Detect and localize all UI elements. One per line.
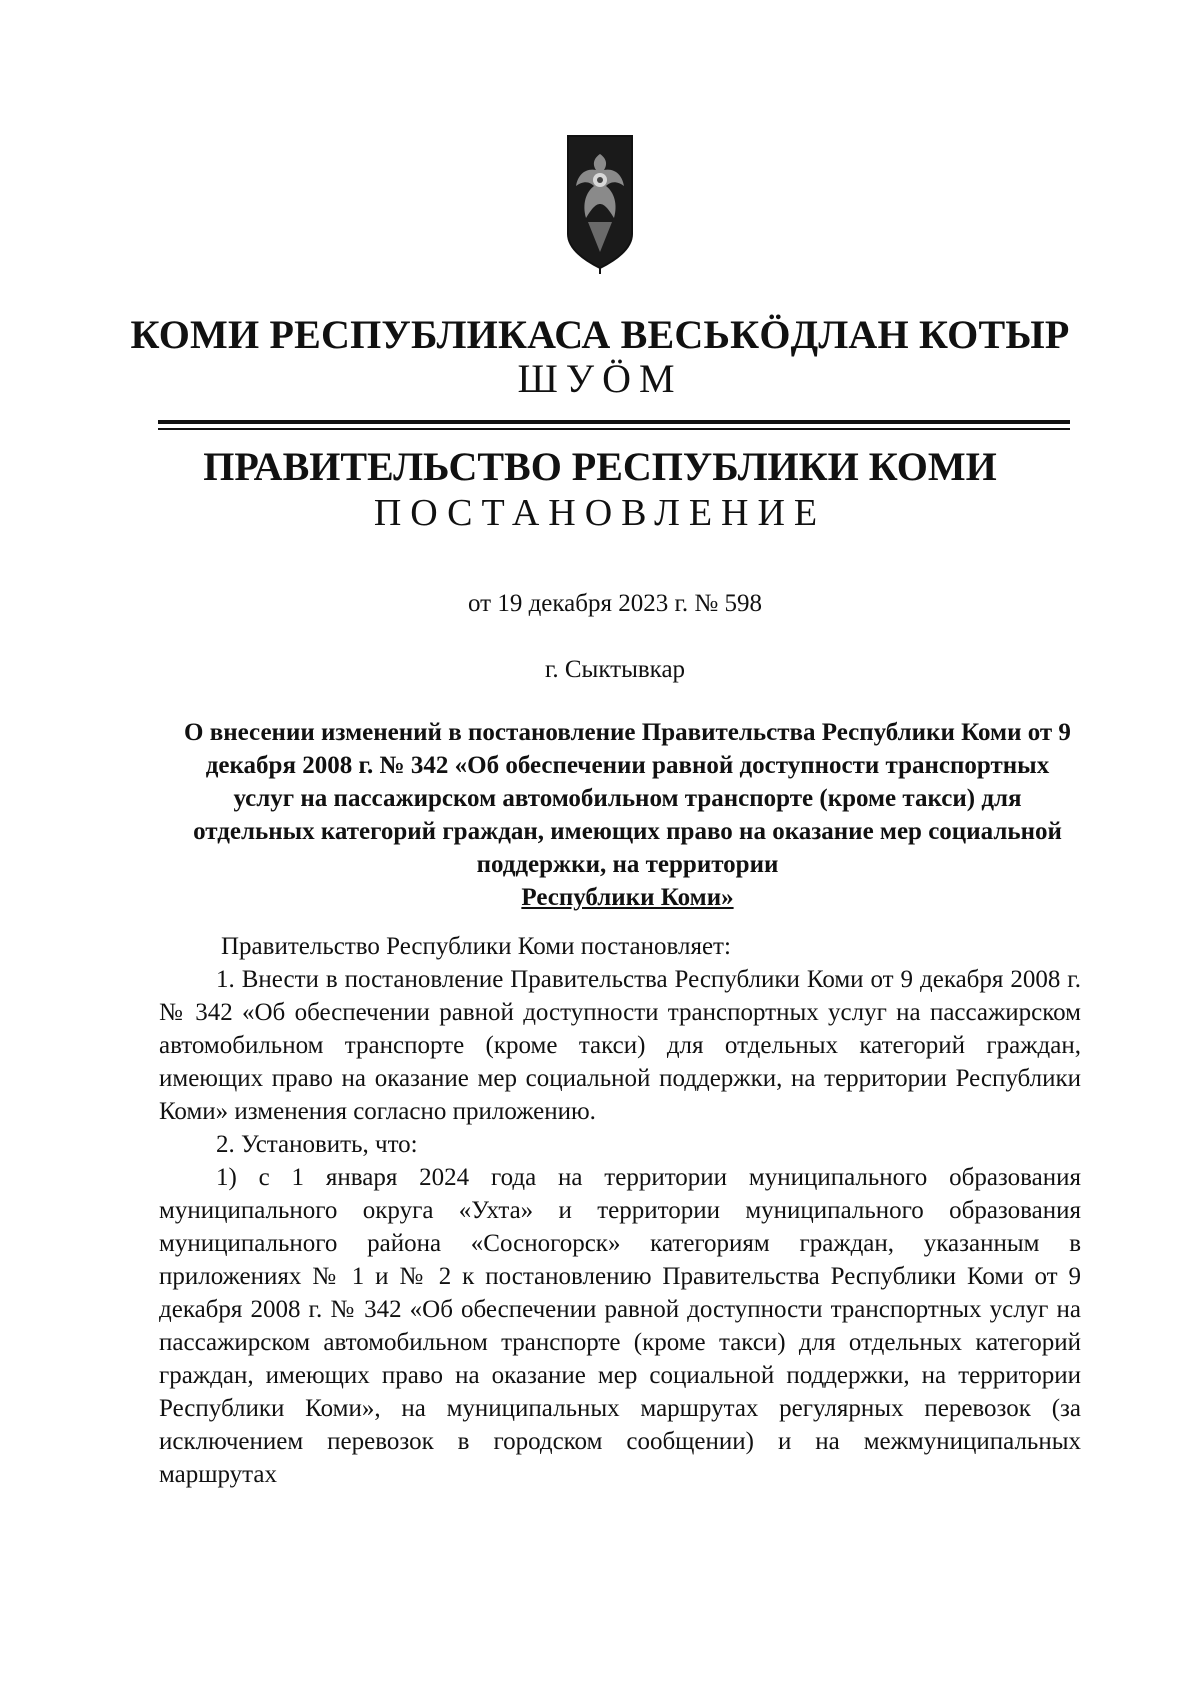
header-divider-thick [158, 420, 1070, 424]
coat-of-arms-icon [566, 134, 634, 274]
body-intro: Правительство Республики Коми постановляет: [221, 933, 731, 960]
komi-document-type: ШУӦМ [517, 356, 683, 401]
document-city: г. Сыктывкар [544, 656, 686, 683]
document-title-underlined: Республики Коми» [521, 884, 734, 911]
russian-government-name: ПРАВИТЕЛЬСТВО РЕСПУБЛИКИ КОМИ [203, 444, 997, 489]
header-divider-thin [158, 428, 1070, 430]
body-item-2-1: 1) с 1 января 2024 года на территории муниципального образования муниципального округа «Ухта» и территории муниципального образования муниципального района «Сосногорск» категориям граждан, указанным в приложениях № 1 и № 2 к постановлению Правительства Республики Коми от 9 декабря 2008 г. № 342 «Об обеспечении равной доступности транспортных услуг на пассажирском автомобильном транспорте (кроме такси) для отдельных категорий граждан, имеющих право на оказание мер социальной поддержки, на территории Республики Коми», на муниципальных маршрутах регулярных перевозок (за исключением перевозок в городском сообщении) и на межмуниципальных маршрутах [159, 1164, 1081, 1488]
body-item-2: 2. Установить, что: [216, 1131, 418, 1158]
document-body [159, 930, 1081, 1491]
body-item-1: 1. Внести в постановление Правительства Республики Коми от 9 декабря 2008 г. № 342 «Об обеспечении равной доступности транспортных услуг на пассажирском автомобильном транспорте (кроме такси) для отдельных категорий граждан, имеющих право на оказание мер социальной поддержки, на территории Республики Коми» изменения согласно приложению. [159, 966, 1081, 1125]
russian-document-type: ПОСТАНОВЛЕНИЕ [373, 492, 827, 534]
document-title-main: О внесении изменений в постановление Правительства Республики Коми от 9 декабря 2008 г. № 342 «Об обеспечении равной доступности транспортных услуг на пассажирском автомобильном транспорте (кроме такси) для отдельных категорий граждан, имеющих право на оказание мер социальной поддержки, на территории [184, 719, 1071, 878]
document-title [175, 716, 1080, 914]
komi-government-name: КОМИ РЕСПУБЛИКАСА ВЕСЬКӦДЛАН КОТЫР [130, 312, 1070, 357]
document-date-number: от 19 декабря 2023 г. № 598 [467, 590, 763, 617]
